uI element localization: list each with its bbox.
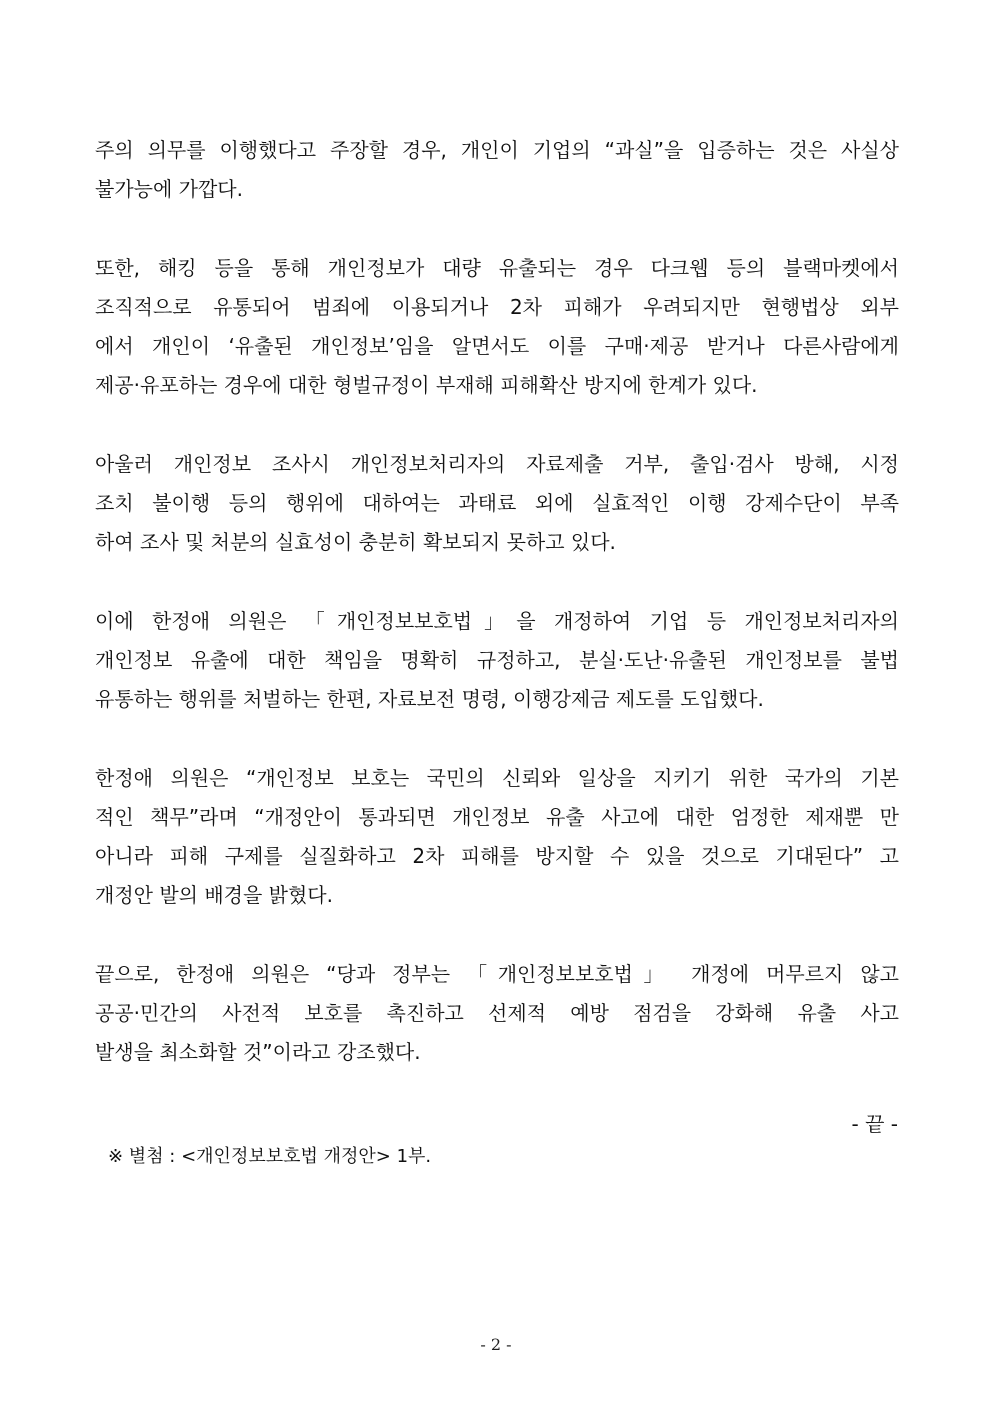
text-line: 유통하는 행위를 처벌하는 한편, 자료보전 명령, 이행강제금 제도를 도입했다.	[95, 687, 764, 711]
text-line: 제공·유포하는 경우에 대한 형벌규정이 부재해 피해확산 방지에 한계가 있다.	[95, 373, 758, 397]
text-line: 적인 책무”라며 “개정안이 통과되면 개인정보 유출 사고에 대한 엄정한 제재뿐 만	[95, 805, 899, 829]
text-line: 주의 의무를 이행했다고 주장할 경우, 개인이 기업의 “과실”을 입증하는 것은 사실상	[95, 138, 899, 162]
text-line: 하여 조사 및 처분의 실효성이 충분히 확보되지 못하고 있다.	[95, 530, 616, 554]
end-mark: - 끝 -	[851, 1112, 898, 1136]
paragraph	[95, 955, 899, 1072]
paragraph	[95, 445, 899, 562]
text-line: 아울러 개인정보 조사시 개인정보처리자의 자료제출 거부, 출입·검사 방해, 시정	[95, 452, 899, 476]
text-line: 불가능에 가깝다.	[95, 177, 243, 201]
paragraph	[95, 602, 899, 719]
text-line: 공공·민간의 사전적 보호를 촉진하고 선제적 예방 점검을 강화해 유출 사고	[95, 1001, 899, 1025]
text-line: 조직적으로 유통되어 범죄에 이용되거나 2차 피해가 우려되지만 현행법상 외부	[95, 295, 899, 319]
document-body	[95, 131, 899, 1112]
text-line: 또한, 해킹 등을 통해 개인정보가 대량 유출되는 경우 다크웹 등의 블랙마켓에서	[95, 256, 899, 280]
text-line: 아니라 피해 구제를 실질화하고 2차 피해를 방지할 수 있을 것으로 기대된다” 고	[95, 844, 899, 868]
text-line: 이에 한정애 의원은 「개인정보보호법」을 개정하여 기업 등 개인정보처리자의	[95, 609, 899, 633]
text-line: 조치 불이행 등의 행위에 대하여는 과태료 외에 실효적인 이행 강제수단이 부족	[95, 491, 899, 515]
text-line: 에서 개인이 ‘유출된 개인정보’임을 알면서도 이를 구매·제공 받거나 다른사람에게	[95, 334, 899, 358]
text-line: 한정애 의원은 “개인정보 보호는 국민의 신뢰와 일상을 지키기 위한 국가의 기본	[95, 766, 899, 790]
paragraph	[95, 131, 899, 209]
paragraph	[95, 759, 899, 915]
paragraph	[95, 249, 899, 405]
text-line: 발생을 최소화할 것”이라고 강조했다.	[95, 1040, 421, 1064]
attachment-note: ※ 별첨 : <개인정보보호법 개정안> 1부.	[108, 1146, 432, 1167]
text-line: 개정안 발의 배경을 밝혔다.	[95, 883, 333, 907]
page-number: - 2 -	[480, 1335, 512, 1354]
text-line: 끝으로, 한정애 의원은 “당과 정부는 「개인정보보호법」 개정에 머무르지 않고	[95, 962, 899, 986]
text-line: 개인정보 유출에 대한 책임을 명확히 규정하고, 분실·도난·유출된 개인정보를 불법	[95, 648, 899, 672]
